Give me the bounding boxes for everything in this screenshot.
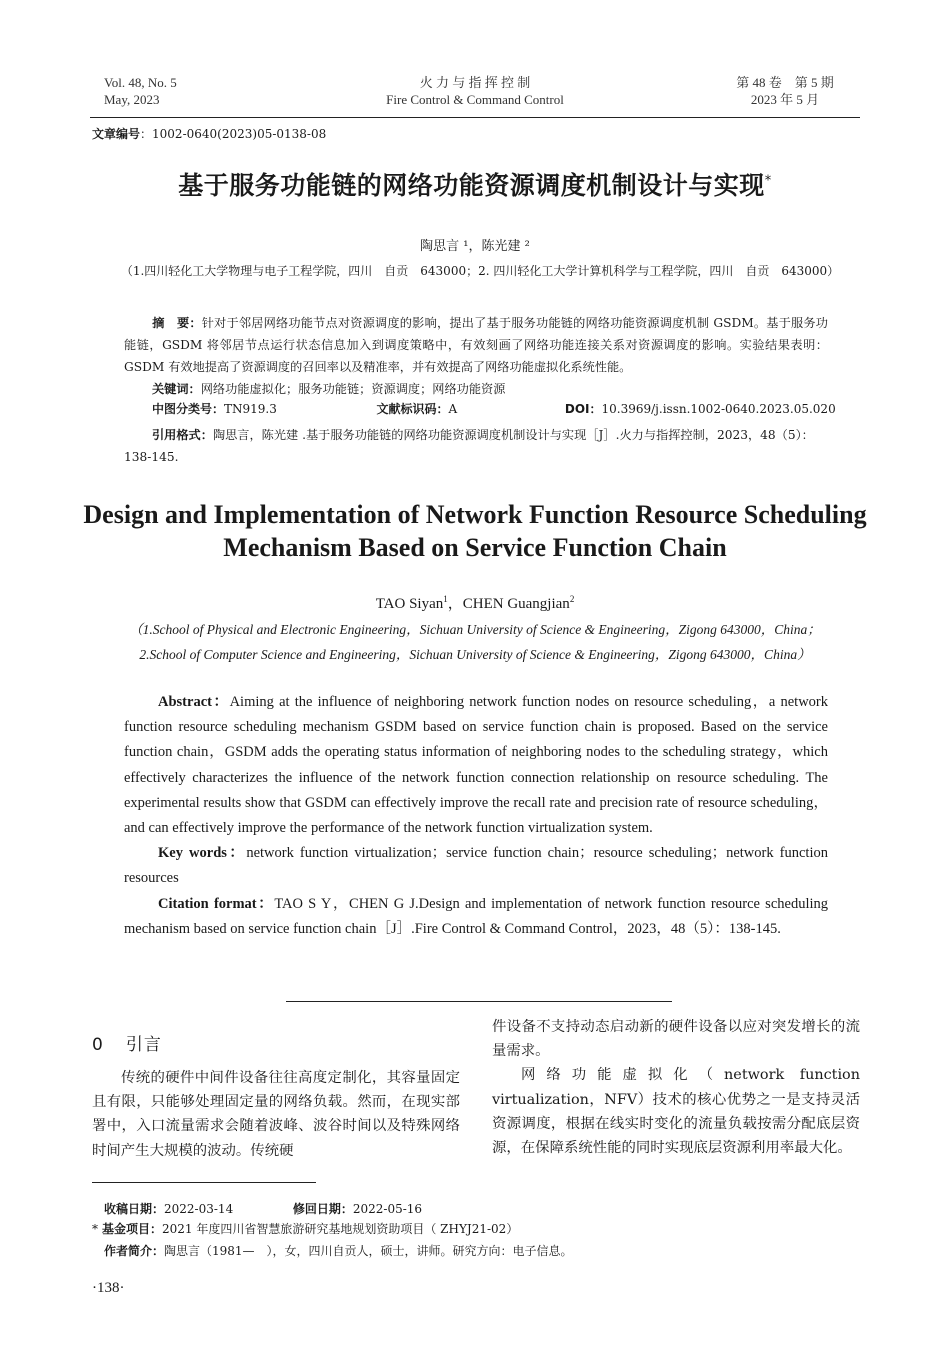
header-journal-cn: 火 力 与 指 挥 控 制 [419,75,531,90]
fund-label: 基金项目： [102,1222,163,1236]
header-volume-info-cn [700,74,870,108]
body-paragraph-1: 传统的硬件中间件设备往往高度定制化，其容量固定且有限，只能够处理固定量的网络负载。然而，在现实部署中，入口流量需求会随着波峰、波谷时间以及特殊网络时间产生大规模的波动。传统硬 [92,1070,460,1159]
en-keywords-text: network function virtualization；service function chain；resource scheduling；network function resources [124,845,828,887]
body-left-column [92,1066,460,1163]
fund-mark: * [92,1222,98,1236]
cn-classification-row [152,400,836,417]
cn-keywords [124,378,828,400]
fund-text: 2021 年度四川省智慧旅游研究基地规划资助项目（ ZHYJ21-02） [162,1222,519,1236]
body-paragraph-2: 网络功能虚拟化（network function virtualization，NFV）技术的核心优势之一是支持灵活资源调度，根据在线实时变化的流量负载按需分配底层资源，在保障系统性能的同时实现底层资源利用率最大化。 [492,1067,860,1157]
cn-abstract [124,312,828,400]
page-number: ·138· [92,1280,125,1296]
received-date: 2022-03-14 [164,1202,234,1216]
en-affiliations [100,617,850,667]
header-volume: Vol. 48, No. 5 [104,75,177,90]
doc-code-value: A [448,402,458,416]
cn-citation-text: 陶思言，陈光建 .基于服务功能链的网络功能资源调度机制设计与实现［J］.火力与指挥控制，2023，48（5）：138-145. [124,428,814,464]
header-journal-en: Fire Control & Command Control [386,92,564,107]
footnote-divider [92,1182,316,1183]
en-author-1-sup: 1 [443,594,448,604]
footnote-fund [92,1219,518,1239]
cn-citation-label: 引用格式： [152,428,213,442]
revised-label: 修回日期： [292,1202,353,1216]
cn-affiliations: （1.四川轻化工大学物理与电子工程学院，四川 自贡 643000；2. 四川轻化工大学计算机科学与工程学院，四川 自贡 643000） [120,264,840,278]
en-citation [124,892,828,942]
cn-abstract-label: 摘 要： [152,316,202,330]
header-date-cn: 2023 年 5 月 [750,92,820,107]
en-author-1: TAO Siyan [375,596,444,612]
cn-title-text: 基于服务功能链的网络功能资源调度机制设计与实现 [178,171,765,200]
doi-label: DOI： [564,402,602,416]
en-author-2-sup: 2 [569,594,575,604]
doc-code-label: 文献标识码： [376,402,449,416]
section-heading-intro [92,1030,162,1055]
cn-keywords-text: 网络功能虚拟化；服务功能链；资源调度；网络功能资源 [200,382,506,396]
en-author-2: ，CHEN Guangjian [447,596,570,612]
header-volume-info [104,74,224,108]
en-keywords [124,841,828,891]
en-authors [0,592,950,613]
received-label: 收稿日期： [104,1202,165,1216]
article-number-label: 文章编号 [92,127,141,141]
section-number: 0 [92,1035,104,1055]
en-title-line2: Mechanism Based on Service Function Chain [223,533,727,562]
clc-label: 中图分类号： [152,402,225,416]
header-journal [330,74,620,108]
cn-title [60,166,890,202]
en-affiliation-1: （1.School of Physical and Electronic Engineering，Sichuan University of Science & Engineering，Zigong 643000，China； [129,622,821,637]
header-date: May, 2023 [104,92,160,107]
header-volume-cn: 第 48 卷 第 5 期 [736,75,834,90]
cn-title-footnote-mark: * [764,173,772,189]
en-affiliation-2: 2.School of Computer Science and Engineering，Sichuan University of Science & Engineering，Zigong 643000，China） [139,647,811,662]
en-abstract-text: Aiming at the influence of neighboring network function nodes on resource scheduling，a network function resource scheduling mechanism GSDM based on service function chain is proposed. Based on the service function chain，GSDM adds the operating status information of neighboring nodes to the scheduling strategy，which effectively characterizes the influence of the network function connection relationship on resource scheduling. The experimental results show that GSDM can effectively improve the recall rate and precision rate of resource scheduling，and can effectively improve the performance of the network function virtualization system. [124,694,828,837]
body-right-column [492,1015,860,1160]
cn-keywords-label: 关键词： [152,382,201,396]
article-number-value: 1002-0640(2023)05-0138-08 [152,127,327,141]
body-paragraph-1-cont: 件设备不支持动态启动新的硬件设备以应对突发增长的流量需求。 [492,1019,860,1060]
en-abstract-label: Abstract： [158,694,230,710]
clc-value: TN919.3 [224,402,277,416]
en-citation-text: TAO S Y，CHEN G J.Design and implementation of network function resource scheduling mechanism based on service function chain［J］.Fire Control & Command Control，2023，48（5）：138-145. [124,895,829,937]
section-title: 引言 [125,1035,162,1055]
cn-citation [124,424,828,468]
en-title [60,498,890,564]
article-number: 文章编号：1002-0640(2023)05-0138-08 [92,127,327,141]
doi-value: 10.3969/j.issn.1002-0640.2023.05.020 [601,402,836,416]
header-divider [90,117,860,118]
abstract-divider [286,1001,672,1002]
en-abstract [124,690,828,841]
author-bio-label: 作者简介： [104,1244,165,1258]
revised-date: 2022-05-16 [352,1202,423,1216]
en-title-line1: Design and Implementation of Network Function Resource Scheduling [83,500,867,529]
author-bio-text: 陶思言（1981— ），女，四川自贡人，硕士，讲师。研究方向：电子信息。 [164,1244,573,1258]
en-abstract-block [124,690,828,942]
cn-abstract-text: 针对于邻居网络功能节点对资源调度的影响，提出了基于服务功能链的网络功能资源调度机制 GSDM。基于服务功能链，GSDM 将邻居节点运行状态信息加入到调度策略中，有效刻画了网络功能连接关系对资源调度的影响。实验结果表明：GSDM 有效地提高了资源调度的召回率以及精准率，并有效提高了网络功能虚拟化系统性能。 [124,316,828,374]
footnote-dates [104,1199,422,1219]
footnote-author [104,1241,573,1261]
en-keywords-label: Key words： [158,845,247,862]
en-citation-label: Citation format： [158,895,275,912]
cn-authors: 陶思言 ¹，陈光建 ² [420,239,530,254]
